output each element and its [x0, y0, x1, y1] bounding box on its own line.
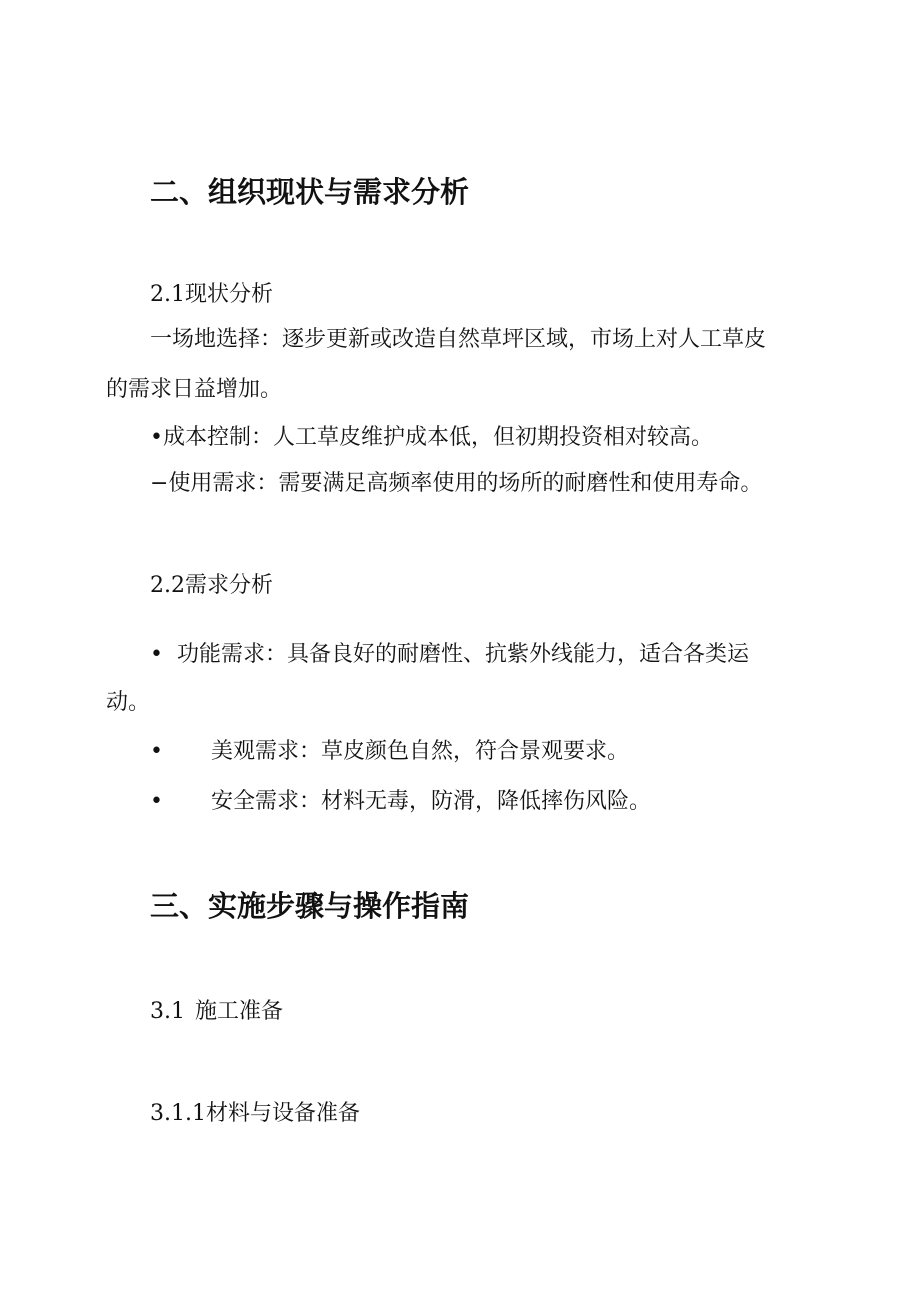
paragraph-cost-control: •成本控制：人工草皮维护成本低，但初期投资相对较高。 [150, 425, 713, 450]
paragraph-site-selection-line-2: 的需求日益增加。 [106, 377, 283, 402]
subsection-2-1-heading: 2.1现状分析 [150, 282, 273, 307]
list-item-functional-needs-line-1 [150, 637, 749, 668]
bullet-marker: • [150, 789, 163, 814]
bullet-marker: • [150, 642, 163, 667]
section-3-title: 三、实施步骤与操作指南 [150, 889, 470, 923]
list-item-functional-needs-line-2: 动。 [106, 690, 151, 715]
list-item-text: 功能需求：具备良好的耐磨性、抗紫外线能力，适合各类运 [176, 642, 749, 667]
list-item-text: 安全需求：材料无毒，防滑，降低摔伤风险。 [210, 789, 651, 814]
subsection-3-1-heading [150, 994, 283, 1025]
list-item-text: 美观需求：草皮颜色自然，符合景观要求。 [210, 739, 629, 764]
subsection-title: 施工准备 [195, 999, 284, 1024]
subsection-3-1-1-heading: 3.1.1材料与设备准备 [150, 1101, 360, 1126]
paragraph-usage-needs: −使用需求：需要满足高频率使用的场所的耐磨性和使用寿命。 [150, 471, 763, 496]
bullet-marker: • [150, 739, 163, 764]
list-item-aesthetic-needs [150, 734, 629, 765]
subsection-2-2-heading: 2.2需求分析 [150, 573, 273, 598]
list-item-safety-needs [150, 784, 651, 815]
subsection-number: 3.1 [150, 999, 185, 1024]
paragraph-site-selection-line-1: 一场地选择：逐步更新或改造自然草坪区域，市场上对人工草皮 [150, 327, 767, 352]
section-2-title: 二、组织现状与需求分析 [150, 175, 470, 209]
